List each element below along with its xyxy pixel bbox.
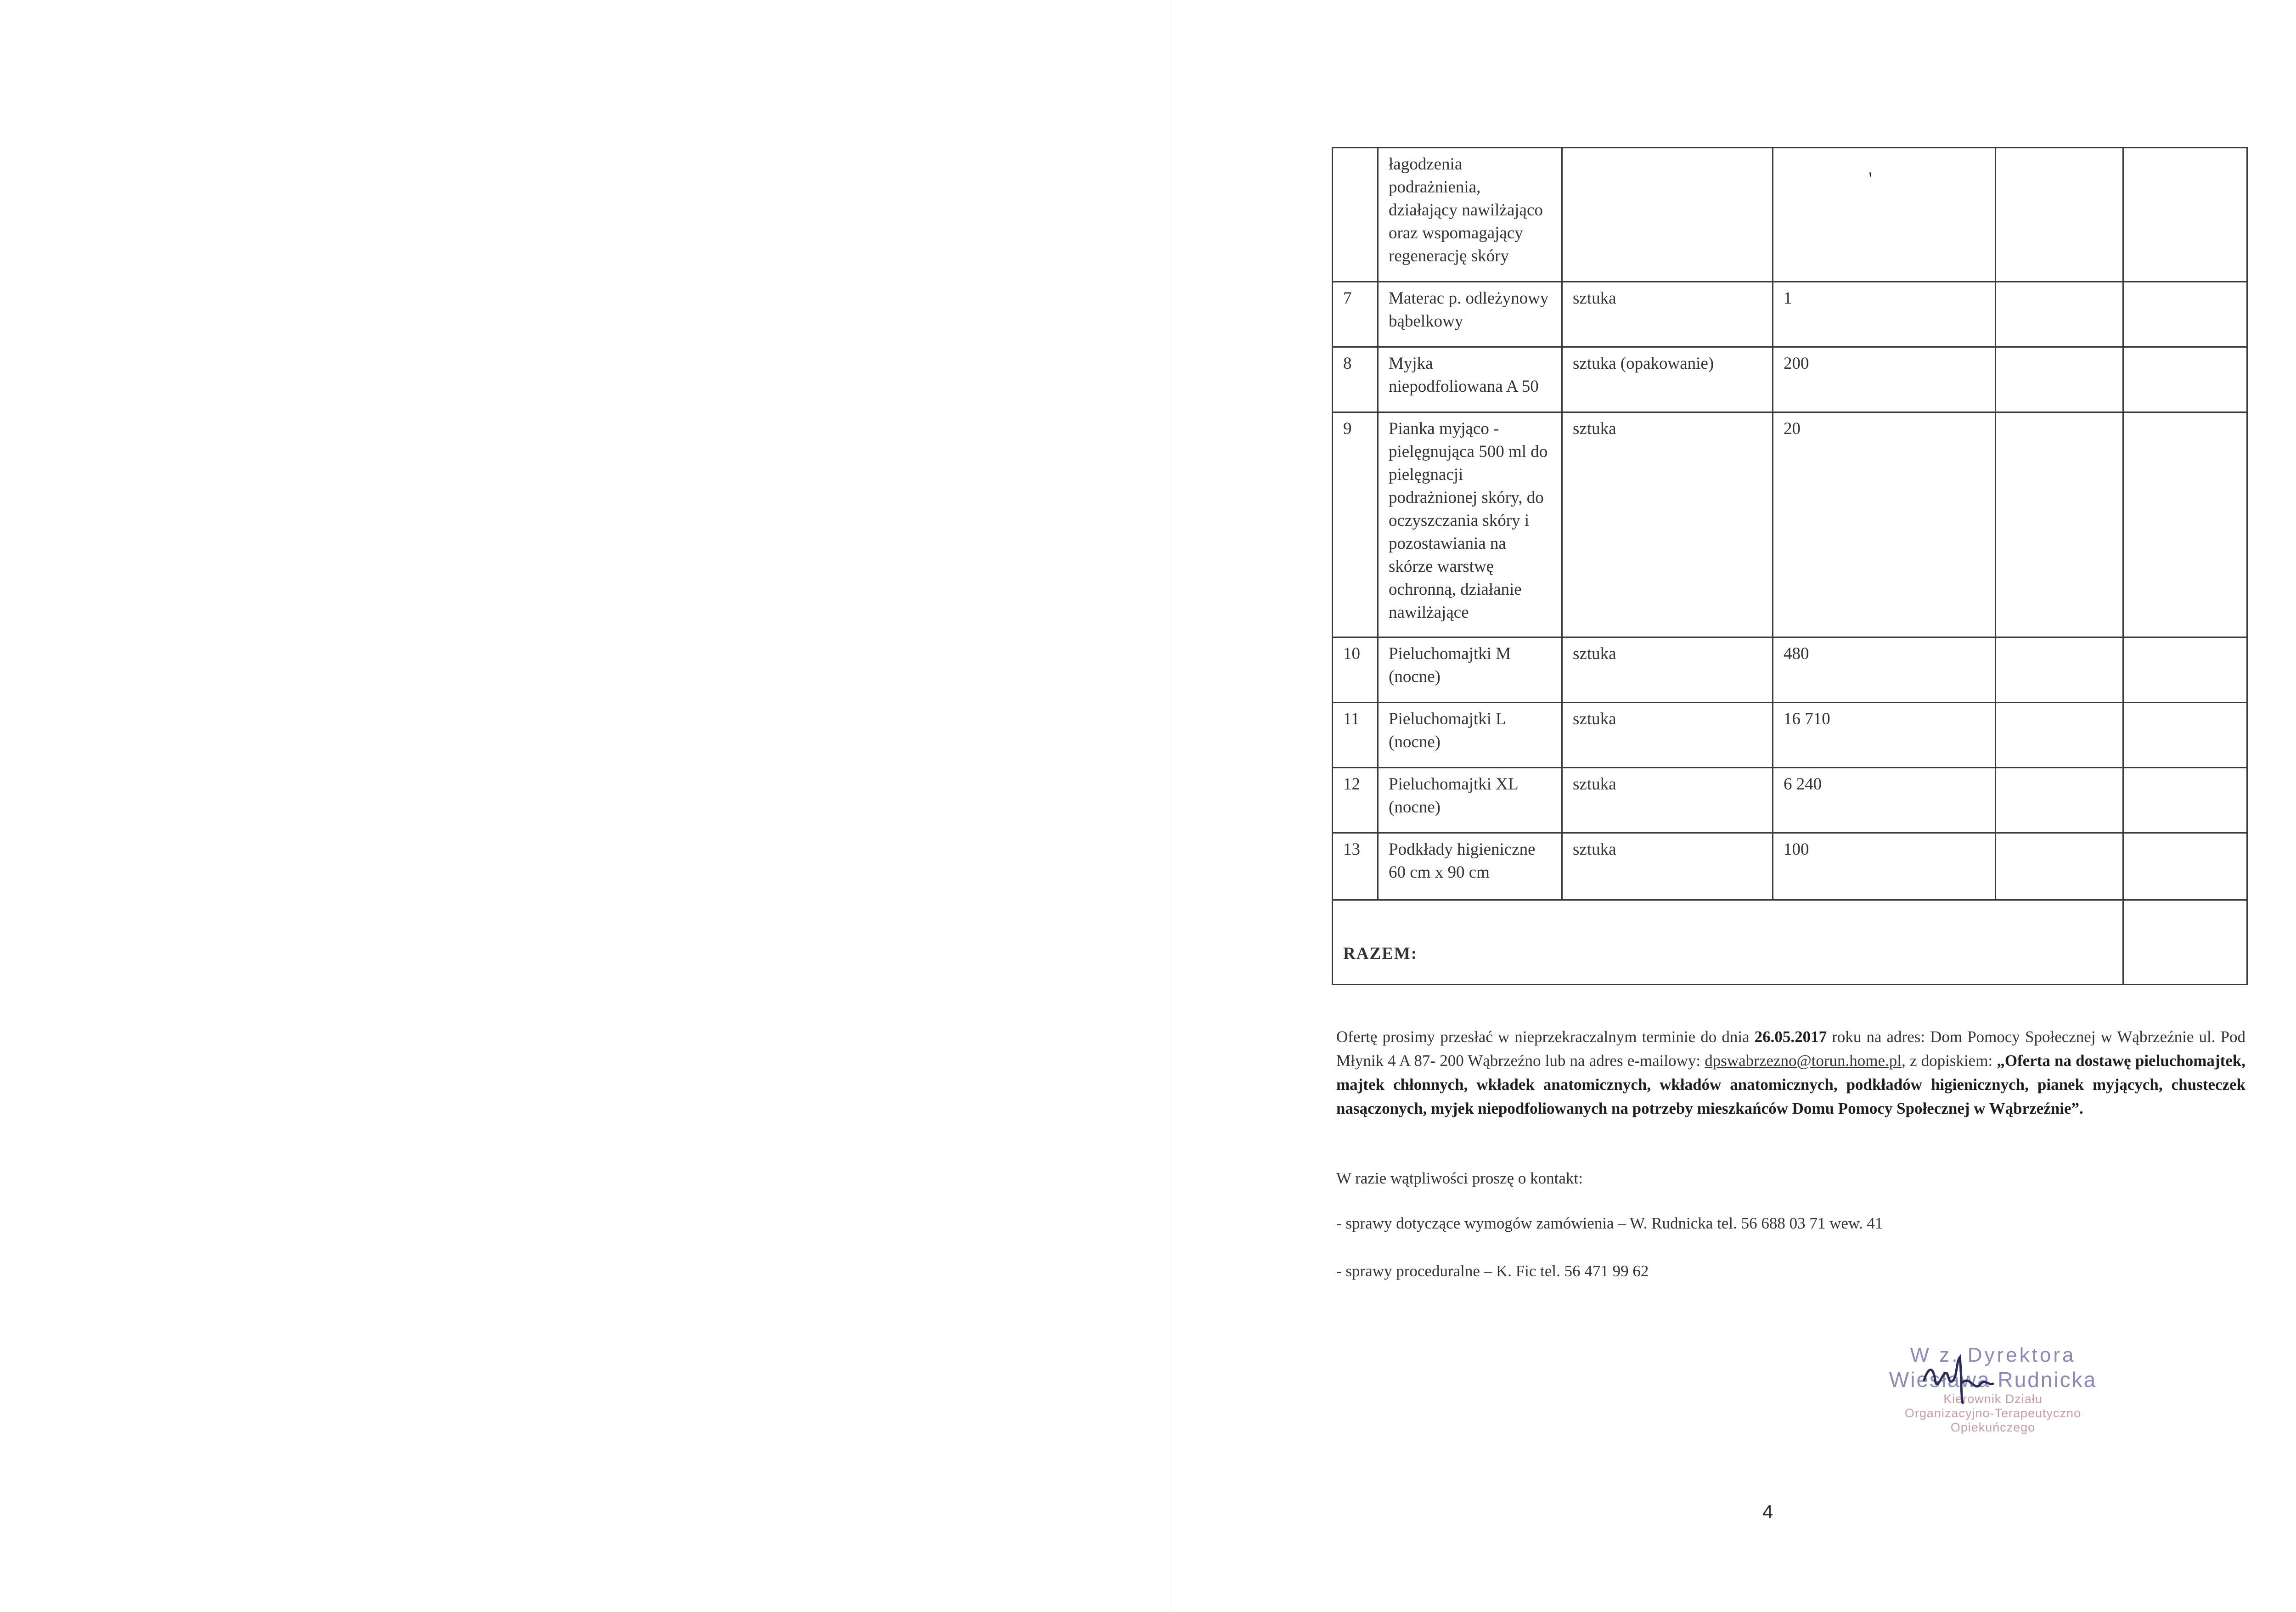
row-number: 11 — [1333, 703, 1378, 768]
item-quantity: 1 — [1773, 282, 1996, 347]
contact-procedural: - sprawy proceduralne – K. Fic tel. 56 471 99 62 — [1336, 1262, 1649, 1280]
item-name: Pieluchomajtki M (nocne) — [1378, 637, 1562, 703]
total-row — [1333, 900, 2247, 985]
row-number: 13 — [1333, 833, 1378, 900]
stamp-line: Opiekuńczego — [1950, 1420, 2036, 1434]
total-label: RAZEM: — [1333, 900, 2123, 985]
value-cell — [2123, 768, 2247, 833]
item-quantity: 200 — [1773, 347, 1996, 412]
item-unit: sztuka — [1562, 412, 1773, 637]
offer-subject: „Oferta na dostawę pieluchomajtek, majtek chłonnych, wkładek anatomicznych, wkładów anatomicznych, podkładów higienicznych, pianek myjących, chusteczek nasączonych, myjek niepodfoliowanych na potrzeby mieszkańców Domu Pomocy Społecznej w Wąbrzeźnie”. — [1336, 1052, 2245, 1117]
page-number: 4 — [1762, 1501, 1773, 1522]
tick-mark: ' — [1868, 168, 1872, 189]
value-cell — [2123, 412, 2247, 637]
table-row — [1333, 282, 2247, 347]
row-number — [1333, 148, 1378, 282]
offer-text-part2: roku na adres: Dom Pomocy Społecznej w Wąbrzeźnie ul. Pod Młynik 4 A 87- 200 Wąbrzeźno lub na adres e-mailowy: — [1336, 1028, 2245, 1070]
row-number: 9 — [1333, 412, 1378, 637]
price-cell — [1996, 148, 2123, 282]
stamp-line: Organizacyjno-Terapeutyczno — [1904, 1406, 2082, 1420]
item-name: Pianka myjąco - pielęgnująca 500 ml do pielęgnacji podrażnionej skóry, do oczyszczania skóry i pozostawiania na skórze warstwę ochronną, działanie nawilżające — [1378, 412, 1562, 637]
offer-text-part3: , z dopiskiem: — [1902, 1052, 1997, 1070]
item-quantity: 100 — [1773, 833, 1996, 900]
item-name: Materac p. odleżynowy bąbelkowy — [1378, 282, 1562, 347]
table-row — [1333, 412, 2247, 637]
table-row — [1333, 347, 2247, 412]
offer-table — [1332, 147, 2248, 985]
price-cell — [1996, 637, 2123, 703]
item-quantity: 480 — [1773, 637, 1996, 703]
signature-icon — [1919, 1348, 1998, 1408]
table-row — [1333, 703, 2247, 768]
contact-intro: W razie wątpliwości proszę o kontakt: — [1336, 1169, 1583, 1187]
price-cell — [1996, 703, 2123, 768]
offer-instructions — [1336, 1025, 2245, 1121]
price-cell — [1996, 768, 2123, 833]
row-number: 10 — [1333, 637, 1378, 703]
row-number: 7 — [1333, 282, 1378, 347]
table-row — [1333, 833, 2247, 900]
stamp-line: Wiesława Rudnicka — [1889, 1368, 2097, 1392]
table-row — [1333, 637, 2247, 703]
item-unit: sztuka — [1562, 833, 1773, 900]
item-unit — [1562, 148, 1773, 282]
value-cell — [2123, 833, 2247, 900]
table-row — [1333, 148, 2247, 282]
value-cell — [2123, 148, 2247, 282]
offer-deadline: 26.05.2017 — [1754, 1028, 1827, 1046]
item-name: Podkłady higieniczne 60 cm x 90 cm — [1378, 833, 1562, 900]
price-cell — [1996, 833, 2123, 900]
item-quantity: 20 — [1773, 412, 1996, 637]
item-unit: sztuka — [1562, 637, 1773, 703]
item-name: Pieluchomajtki XL (nocne) — [1378, 768, 1562, 833]
table-row — [1333, 768, 2247, 833]
price-cell — [1996, 347, 2123, 412]
value-cell — [2123, 347, 2247, 412]
item-name: Pieluchomajtki L (nocne) — [1378, 703, 1562, 768]
item-unit: sztuka — [1562, 768, 1773, 833]
value-cell — [2123, 282, 2247, 347]
item-unit: sztuka (opakowanie) — [1562, 347, 1773, 412]
offer-text-part1: Ofertę prosimy przesłać w nieprzekraczalnym terminie do dnia — [1336, 1028, 1755, 1046]
value-cell — [2123, 637, 2247, 703]
item-unit: sztuka — [1562, 703, 1773, 768]
item-name: Myjka niepodfoliowana A 50 — [1378, 347, 1562, 412]
item-quantity: 6 240 — [1773, 768, 1996, 833]
email-link[interactable]: dpswabrzezno@torun.home.pl — [1705, 1052, 1902, 1070]
item-quantity — [1773, 148, 1996, 282]
total-value-cell — [2123, 900, 2247, 985]
item-quantity: 16 710 — [1773, 703, 1996, 768]
item-name: łagodzenia podrażnienia, działający nawilżająco oraz wspomagający regenerację skóry — [1378, 148, 1562, 282]
price-cell — [1996, 412, 2123, 637]
item-unit: sztuka — [1562, 282, 1773, 347]
price-cell — [1996, 282, 2123, 347]
row-number: 8 — [1333, 347, 1378, 412]
value-cell — [2123, 703, 2247, 768]
contact-requirements: - sprawy dotyczące wymogów zamówienia – W. Rudnicka tel. 56 688 03 71 wew. 41 — [1336, 1214, 1883, 1232]
stamp-line: Kierownik Działu — [1943, 1392, 2043, 1406]
row-number: 12 — [1333, 768, 1378, 833]
stamp-line: W z. Dyrektora — [1910, 1344, 2076, 1366]
